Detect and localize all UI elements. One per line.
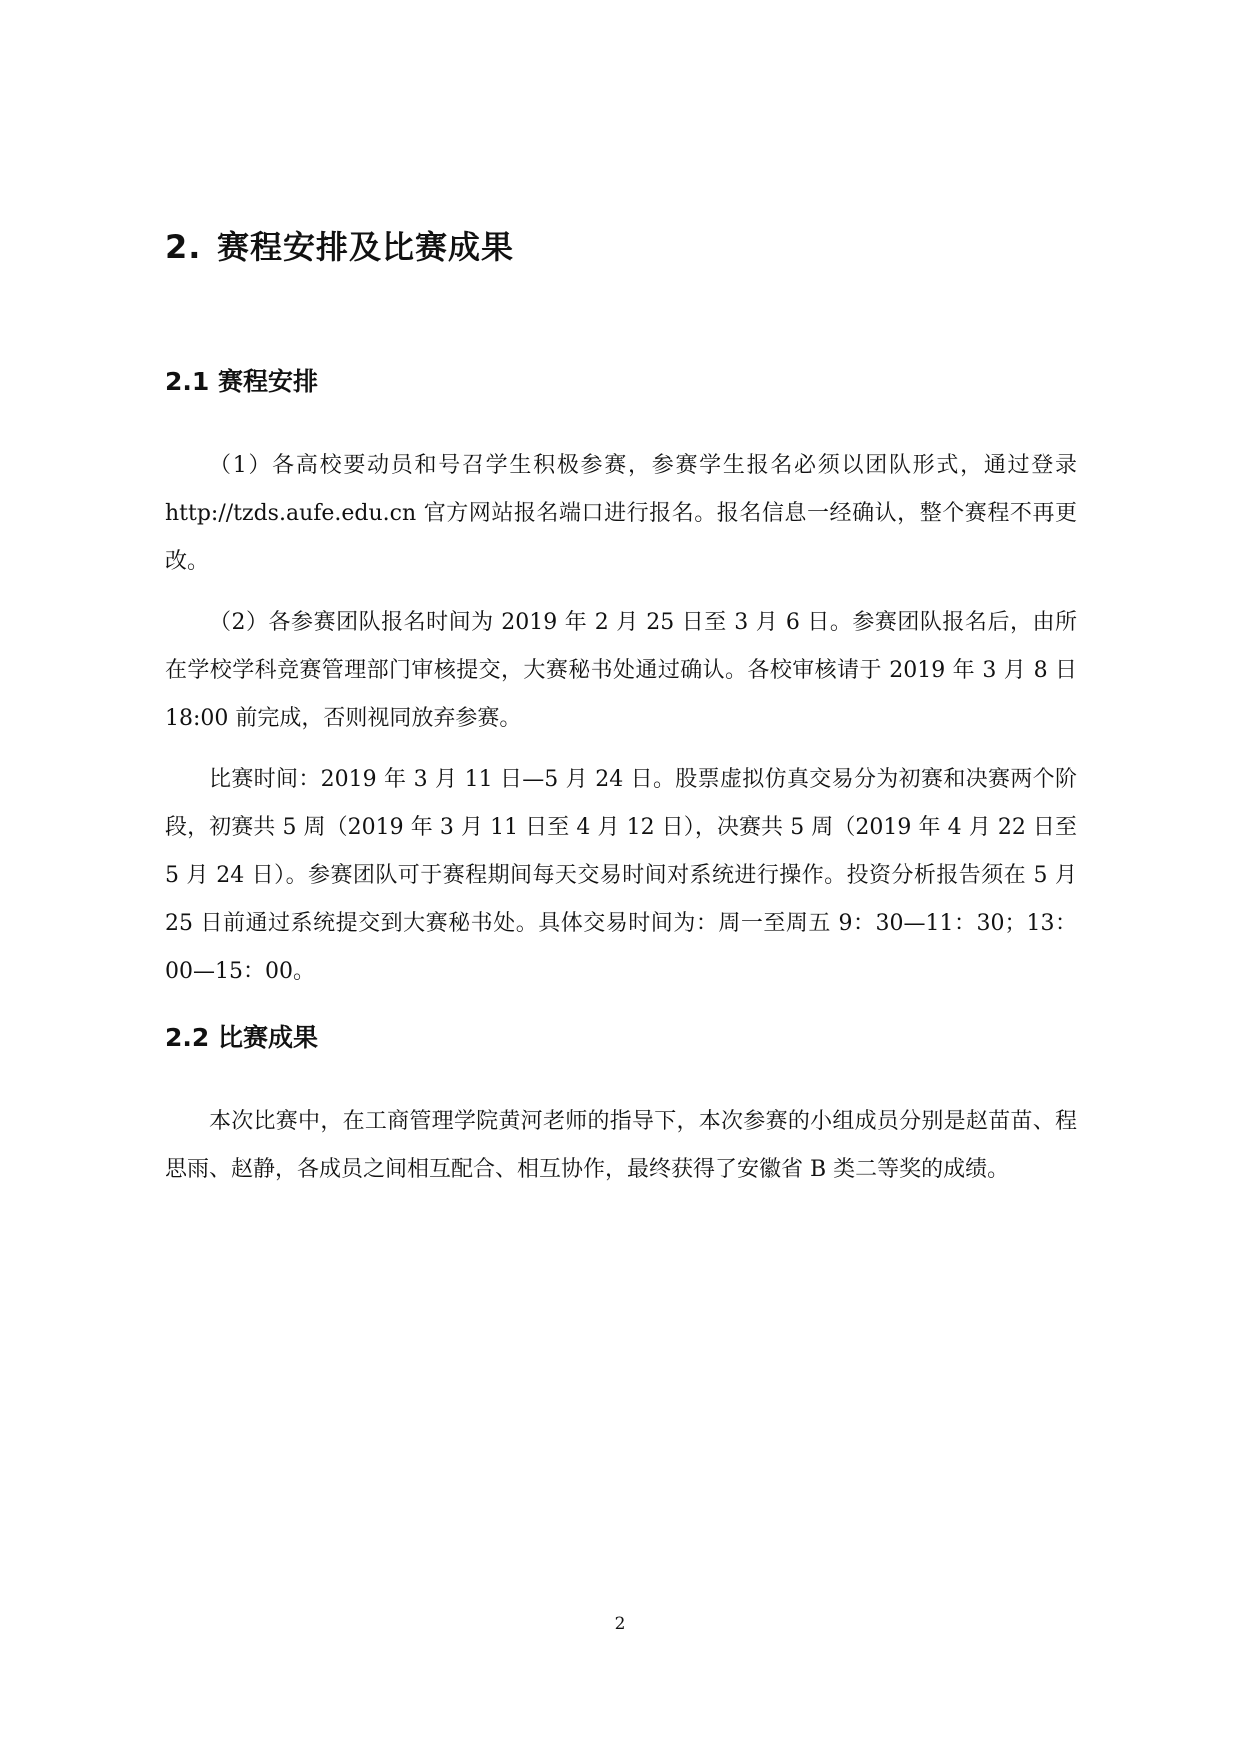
paragraph: （1）各高校要动员和号召学生积极参赛，参赛学生报名必须以团队形式，通过登录 http://tzds.aufe.edu.cn 官方网站报名端口进行报名。报名信息一经确认，整个赛程不再更改。 — [165, 453, 1077, 574]
section-body-results — [165, 1098, 1077, 1194]
chapter-heading — [165, 222, 514, 268]
section-heading-results: 2.2 比赛成果 — [165, 1023, 318, 1052]
section-body-schedule-3 — [165, 756, 1077, 996]
chapter-title: 赛程安排及比赛成果 — [217, 228, 515, 266]
chapter-number: 2. — [165, 228, 202, 266]
paragraph: 本次比赛中，在工商管理学院黄河老师的指导下，本次参赛的小组成员分别是赵苗苗、程思雨、赵静，各成员之间相互配合、相互协作，最终获得了安徽省 B 类二等奖的成绩。 — [165, 1109, 1077, 1182]
section-heading-schedule: 2.1 赛程安排 — [165, 367, 318, 396]
page-number: 2 — [614, 1614, 626, 1634]
section-body-schedule-2 — [165, 599, 1077, 743]
section-body-schedule — [165, 442, 1077, 586]
paragraph: （2）各参赛团队报名时间为 2019 年 2 月 25 日至 3 月 6 日。参赛团队报名后，由所在学校学科竞赛管理部门审核提交，大赛秘书处通过确认。各校审核请于 2019 年 3 月 8 日 18:00 前完成，否则视同放弃参赛。 — [165, 610, 1077, 731]
paragraph: 比赛时间：2019 年 3 月 11 日—5 月 24 日。股票虚拟仿真交易分为初赛和决赛两个阶段，初赛共 5 周（2019 年 3 月 11 日至 4 月 12 日），决赛共 5 周（2019 年 4 月 22 日至 5 月 24 日）。参赛团队可于赛程期间每天交易时间对系统进行操作。投资分析报告须在 5 月 25 日前通过系统提交到大赛秘书处。具体交易时间为：周一至周五 9：30—11：30；13：00—15：00。 — [165, 767, 1077, 984]
